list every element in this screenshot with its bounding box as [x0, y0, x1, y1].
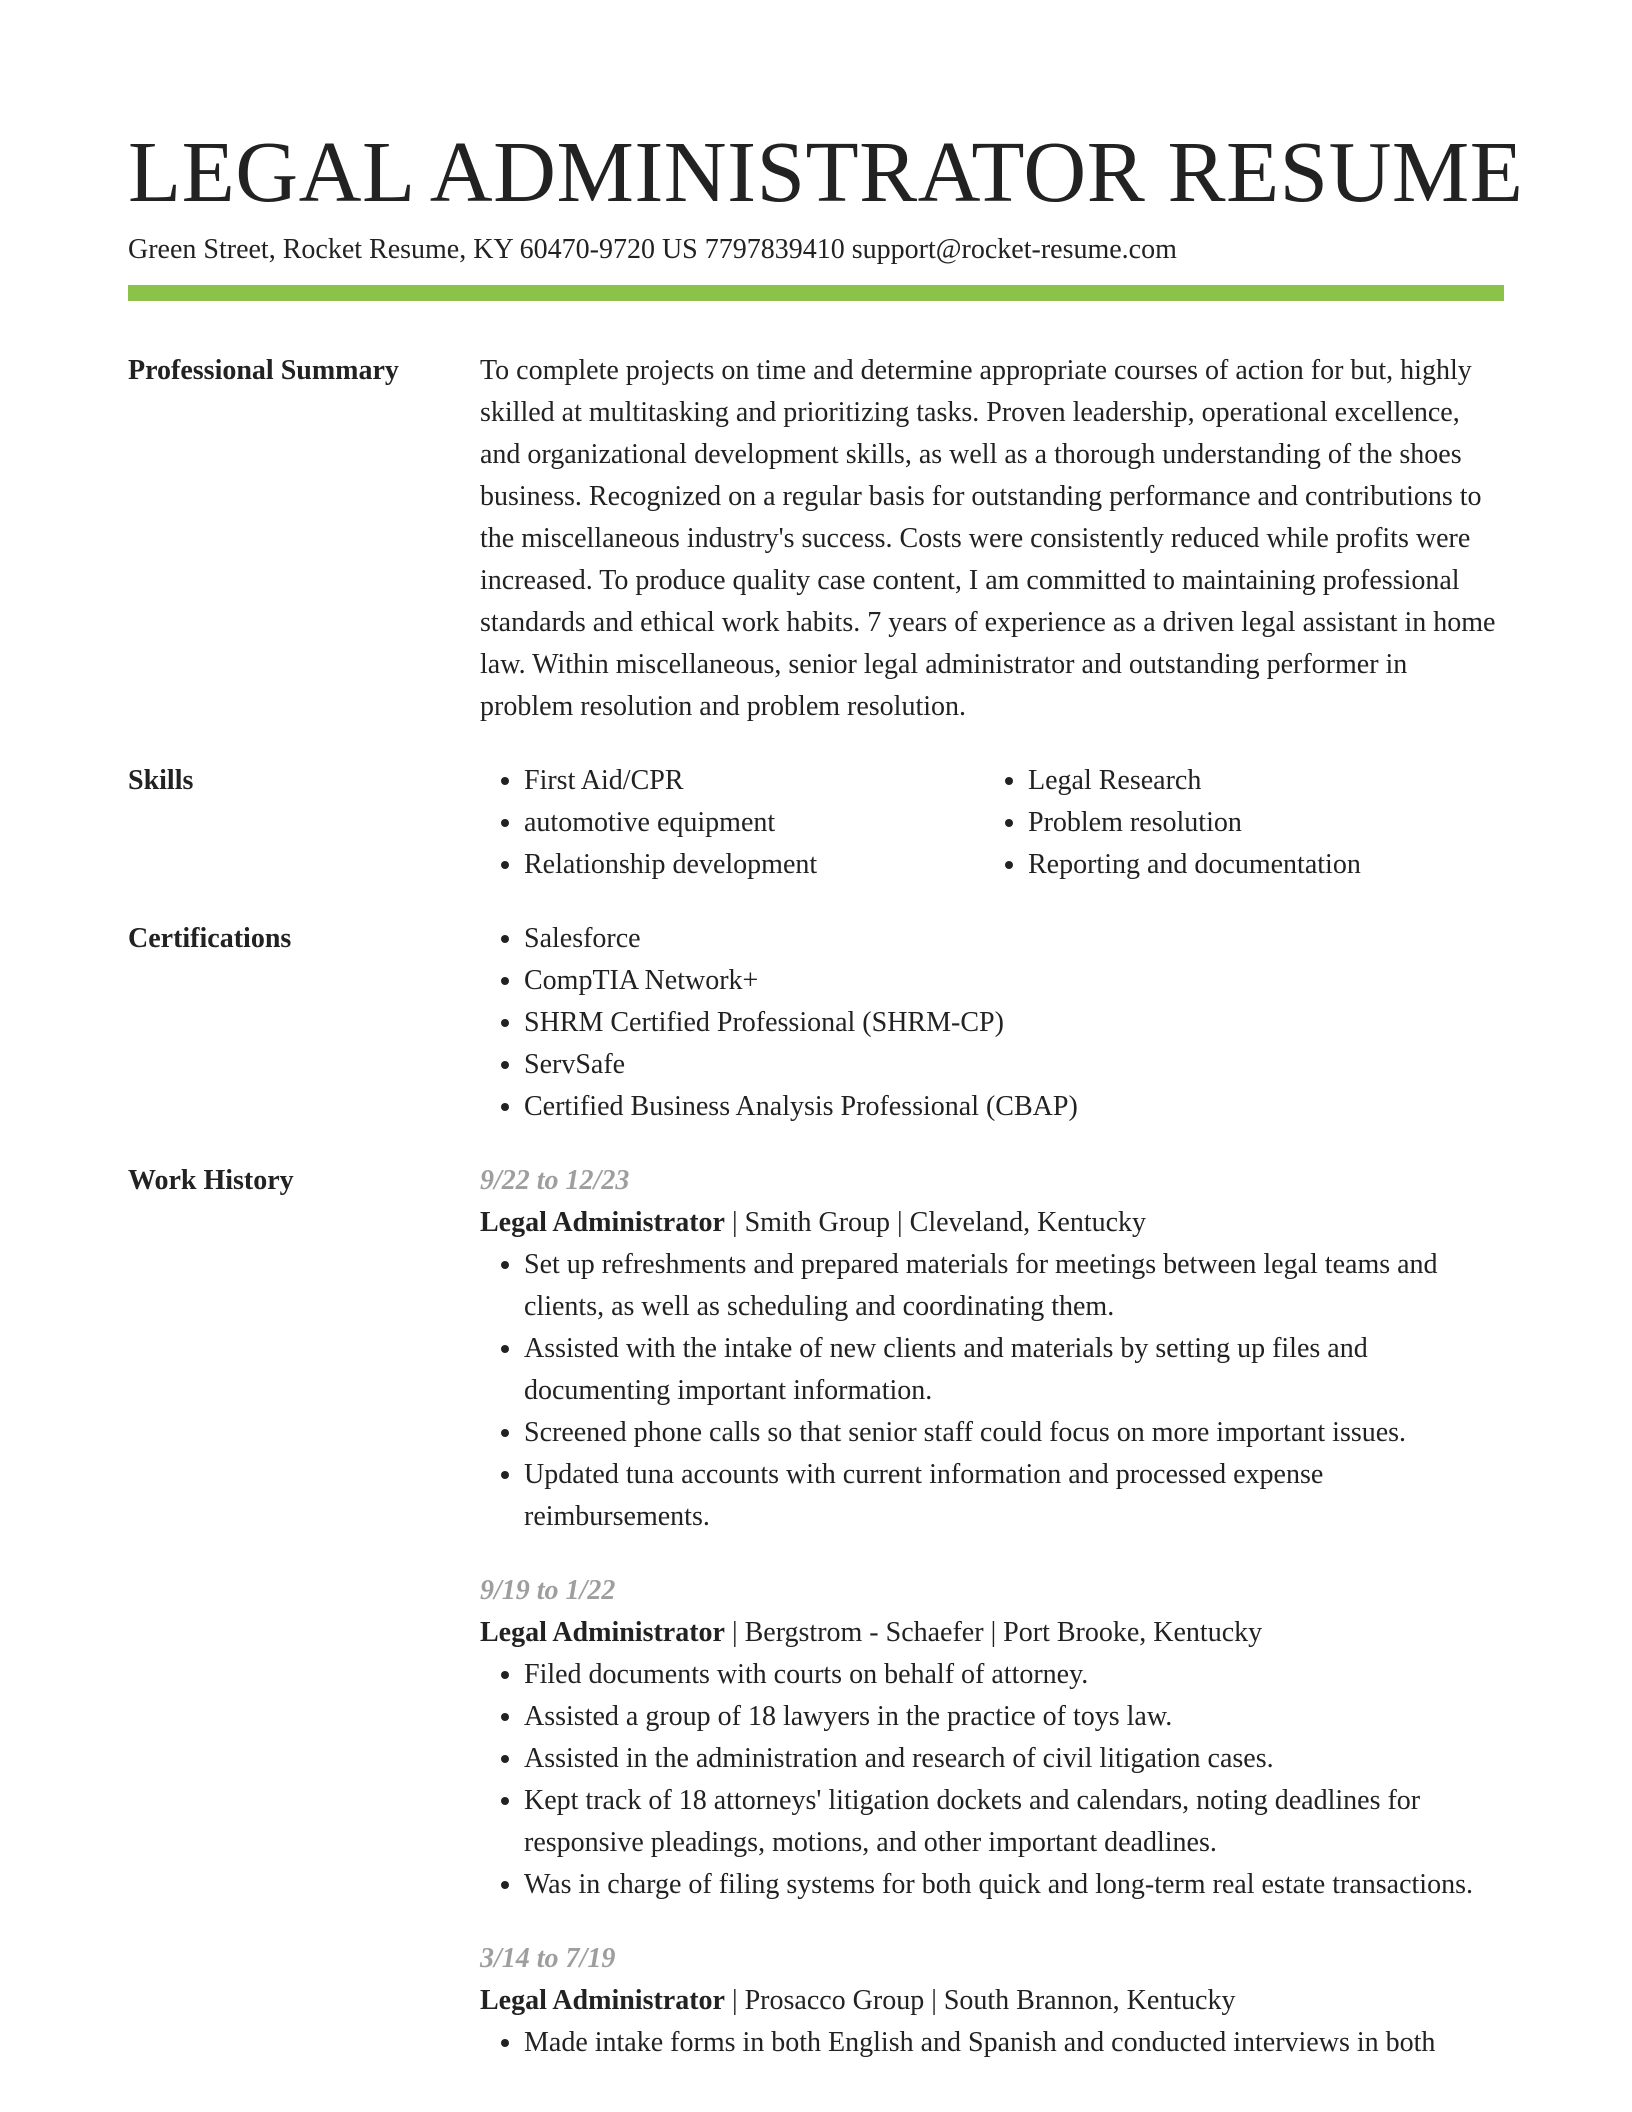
certifications-heading: Certifications	[128, 923, 292, 954]
resume-title: LEGAL ADMINISTRATOR RESUME	[128, 123, 1524, 220]
job-heading	[480, 1980, 1504, 2022]
summary-body	[480, 350, 1504, 728]
job-bullet: • Kept track of 18 attorneys' litigation dockets and calendars, noting deadlines for responsive pleadings, motions, and other important deadlines.	[524, 1780, 1504, 1864]
job-bullet: • Made intake forms in both English and Spanish and conducted interviews in both	[524, 2022, 1504, 2064]
job-dates: 3/14 to 7/19	[480, 1943, 616, 1974]
skill-item: • Legal Research	[1028, 760, 1488, 802]
skills-heading: Skills	[128, 765, 194, 796]
job-details: | Bergstrom - Schaefer | Port Brooke, Kentucky	[725, 1617, 1263, 1648]
job-entry	[480, 1938, 1504, 2064]
skill-item: • automotive equipment	[524, 802, 984, 844]
job-entry	[480, 1160, 1504, 1538]
certification-item: • CompTIA Network+	[524, 960, 1504, 1002]
job-bullets	[480, 1244, 1504, 1538]
job-bullet: • Assisted in the administration and research of civil litigation cases.	[524, 1738, 1504, 1780]
skill-item: • Problem resolution	[1028, 802, 1488, 844]
skill-item: • Relationship development	[524, 844, 984, 886]
job-bullet: • Set up refreshments and prepared materials for meetings between legal teams and clients, as well as scheduling and coordinating them.	[524, 1244, 1504, 1328]
certification-item: • Certified Business Analysis Professional (CBAP)	[524, 1086, 1504, 1128]
job-bullet: • Filed documents with courts on behalf of attorney.	[524, 1654, 1504, 1696]
certifications-body	[480, 918, 1504, 1128]
skills-column-2	[984, 760, 1488, 886]
summary-heading: Professional Summary	[128, 355, 399, 386]
skills-grid	[480, 760, 1504, 886]
skills-body	[480, 760, 1504, 886]
job-dates: 9/22 to 12/23	[480, 1165, 630, 1196]
skill-item: • First Aid/CPR	[524, 760, 984, 802]
certifications-list	[480, 918, 1504, 1128]
job-heading	[480, 1202, 1504, 1244]
job-bullet: • Screened phone calls so that senior staff could focus on more important issues.	[524, 1412, 1504, 1454]
job-title: Legal Administrator	[480, 1207, 725, 1238]
job-details: | Smith Group | Cleveland, Kentucky	[725, 1207, 1147, 1238]
contact-line: Green Street, Rocket Resume, KY 60470-9720 US 7797839410 support@rocket-resume.com	[128, 234, 1177, 265]
job-bullets	[480, 1654, 1504, 1906]
job-bullets	[480, 2022, 1504, 2064]
work-history-body	[480, 1160, 1504, 2064]
work-history-section	[128, 1160, 1504, 2064]
job-title: Legal Administrator	[480, 1617, 725, 1648]
job-details: | Prosacco Group | South Brannon, Kentucky	[725, 1985, 1236, 2016]
certification-item: • SHRM Certified Professional (SHRM-CP)	[524, 1002, 1504, 1044]
summary-section	[128, 350, 1504, 728]
job-bullet: • Assisted with the intake of new clients and materials by setting up files and documenting important information.	[524, 1328, 1504, 1412]
certification-item: • ServSafe	[524, 1044, 1504, 1086]
work-history-heading: Work History	[128, 1165, 294, 1196]
job-bullet: • Assisted a group of 18 lawyers in the practice of toys law.	[524, 1696, 1504, 1738]
accent-divider	[128, 285, 1504, 301]
resume-content	[128, 350, 1504, 2064]
job-bullet: • Updated tuna accounts with current information and processed expense reimbursements.	[524, 1454, 1504, 1538]
job-dates: 9/19 to 1/22	[480, 1575, 616, 1606]
job-heading	[480, 1612, 1504, 1654]
job-bullet: • Was in charge of filing systems for both quick and long-term real estate transactions.	[524, 1864, 1504, 1906]
skill-item: • Reporting and documentation	[1028, 844, 1488, 886]
job-title: Legal Administrator	[480, 1985, 725, 2016]
certifications-section	[128, 918, 1504, 1128]
skills-column-1	[480, 760, 984, 886]
job-entry	[480, 1570, 1504, 1906]
skills-section	[128, 760, 1504, 886]
summary-text: To complete projects on time and determine appropriate courses of action for but, highly skilled at multitasking and prioritizing tasks. Proven leadership, operational excellence, and organizational development skills, as well as a thorough understanding of the shoes business. Recognized on a regular basis for outstanding performance and contributions to the miscellaneous industry's success. Costs were consistently reduced while profits were increased. To produce quality case content, I am committed to maintaining professional standards and ethical work habits. 7 years of experience as a driven legal assistant in home law. Within miscellaneous, senior legal administrator and outstanding performer in problem resolution and problem resolution.	[480, 355, 1496, 722]
certification-item: • Salesforce	[524, 918, 1504, 960]
